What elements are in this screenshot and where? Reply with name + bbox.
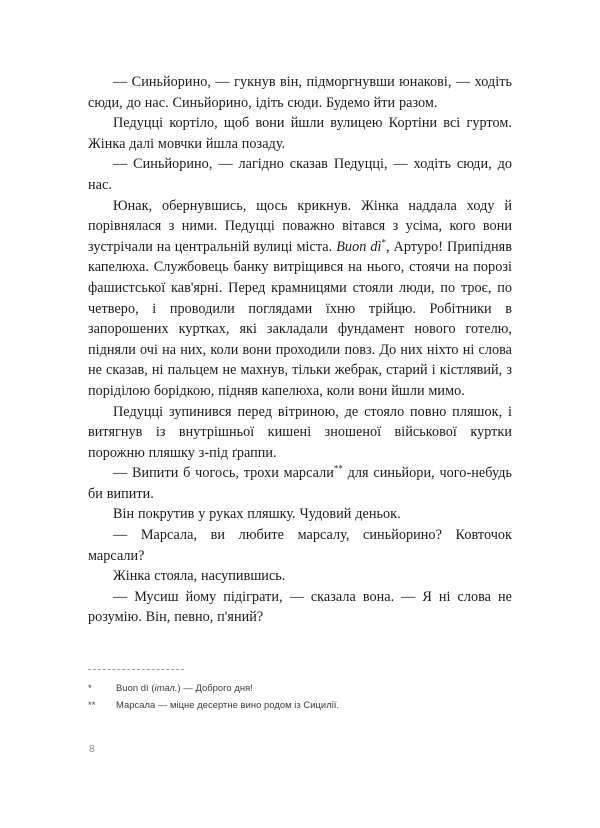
italic-phrase-buon-di: Buon dì (336, 238, 382, 255)
paragraph-dialogue-2: — Синьйорино, — лагідно сказав Педуцці, — ходіть сюди, до нас. (88, 156, 512, 193)
paragraph-dialogue-3-part-a: — Випити б чогось, трохи марсали (113, 465, 334, 482)
footnote-item-1-prefix: Buon dì ( (116, 682, 155, 693)
footnote-item-1-mark: * (88, 682, 92, 693)
footnote-marker-2[interactable]: ** (333, 463, 343, 474)
footnote-item-1-italic: італ. (154, 682, 178, 693)
paragraph-narrative-4: Він покрутив у руках пляшку. Чудовий деньок. (113, 506, 401, 523)
paragraph-narrative-2-part-b: , Артуро! Припідняв капелюха. Службовець банку витріщився на нього, стоячи на порозі фашистської кав'ярні. Перед крамницями стояли люди, по троє, по четверо, і проводили поглядами їхню трійцю. Робітники в запорошених куртках, які закладали фундамент нового готелю, підняли очі на них, коли вони проходили повз. До них ніхто ні слова не сказав, ні пальцем не махнув, тільки жебрак, старий і кістлявий, з поріділою борідкою, підняв капелюха, коли вони йшли мимо. (88, 238, 512, 399)
footnote-marker-1[interactable]: * (381, 237, 386, 248)
footnote-item-2 (88, 696, 512, 713)
paragraph-narrative-1: Педуцці кортіло, щоб вони йшли вулицею Кортіни всі гуртом. Жінка далі мовчки йшла позаду. (88, 115, 512, 152)
paragraph-dialogue-3-part-b: для синьйори, чого-небудь би випити. (88, 465, 512, 502)
footnote-item-1-text (116, 679, 512, 696)
footnote-item-2-text (116, 696, 512, 713)
paragraph-narrative-2 (88, 196, 512, 402)
body-text-block (88, 72, 512, 628)
footnote-item-1 (88, 679, 512, 696)
paragraph-dialogue-4: — Марсала, ви любите марсалу, синьйорино? Ковточок марсали? (88, 527, 512, 564)
paragraph-narrative-5: Жінка стояла, насупившись. (113, 568, 286, 585)
page-number: 8 (89, 744, 95, 755)
footnote-item-2-prefix: Марсала — міцне десертне вино родом із Сицилії. (116, 699, 340, 710)
paragraph-dialogue-5: — Мусиш йому підіграти, — сказала вона. — Я ні слова не розумію. Він, певно, п'яний? (88, 588, 512, 626)
paragraph-narrative-3: Педуцці зупинився перед вітриною, де стояло повно пляшок, і витягнув із внутрішньої кишені зношеної військової куртки порожню пляшку з-під ґраппи. (88, 403, 512, 461)
paragraph-narrative-2-part-a: Юнак, обернувшись, щось крикнув. Жінка наддала ходу й порівнялася з ними. Педуцці поважно вітався з усіма, кого вони зустрічали на центральній вулиці міста. (88, 197, 512, 255)
footnote-section (88, 669, 512, 713)
footnote-separator-rule (88, 669, 184, 670)
footnote-item-2-mark: ** (88, 699, 96, 710)
paragraph-dialogue-3 (88, 463, 512, 504)
paragraph-dialogue-1: — Синьйорино, — гукнув він, підморгнувши юнакові, — ходіть сюди, до нас. Синьйорино, ідіть сюди. Будемо йти разом. (88, 74, 512, 111)
footnote-item-1-suffix: ) — Доброго дня! (177, 682, 253, 693)
